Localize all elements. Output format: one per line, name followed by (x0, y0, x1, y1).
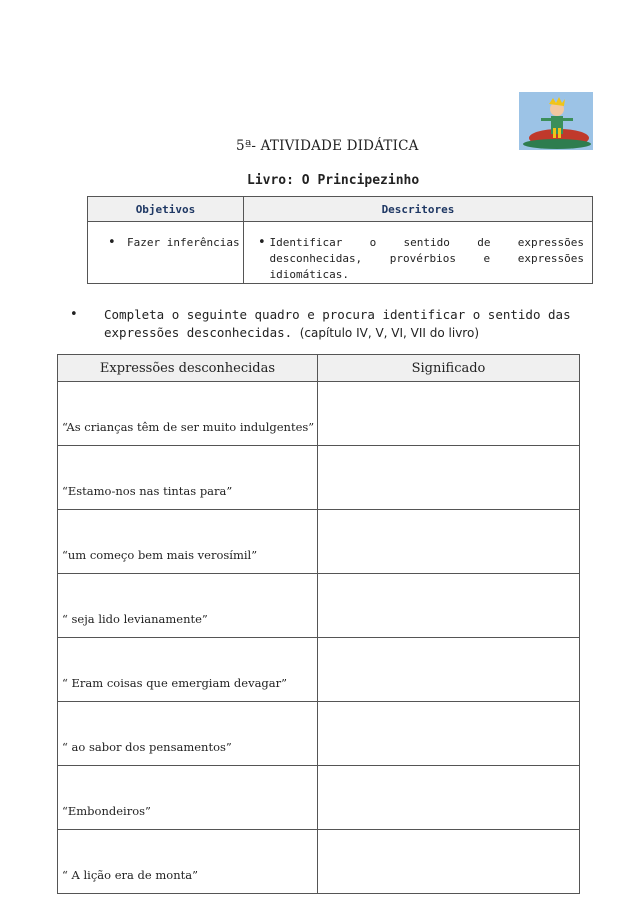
expression-cell: “Estamo-nos nas tintas para” (58, 446, 318, 510)
illustration-leg (558, 128, 561, 138)
instruction-text: Completa o seguinte quadro e procura identificar o sentido das expressões desconhecidas. (104, 307, 571, 340)
goals-table (87, 196, 593, 284)
expression-cell: “Embondeiros” (58, 766, 318, 830)
expression-cell: “ ao sabor dos pensamentos” (58, 702, 318, 766)
table-row (58, 574, 580, 638)
meaning-input-cell[interactable] (318, 446, 580, 510)
objectives-header: Objetivos (88, 197, 244, 222)
little-prince-illustration (519, 92, 593, 150)
book-title: Livro: O Principezinho (247, 173, 420, 188)
expressions-table (57, 354, 580, 894)
descriptors-header: Descritores (244, 197, 593, 222)
illustration-leg (553, 128, 556, 138)
expression-cell: “um começo bem mais verosímil” (58, 510, 318, 574)
meaning-input-cell[interactable] (318, 382, 580, 446)
meaning-input-cell[interactable] (318, 830, 580, 894)
descriptor-text: Identificar o sentido de expressões desconhecidas, provérbios e expressões idiomáticas. (269, 236, 584, 281)
expression-cell: “ seja lido levianamente” (58, 574, 318, 638)
illustration-body (551, 116, 563, 134)
illustration-arm (541, 118, 551, 121)
meaning-input-cell[interactable] (318, 702, 580, 766)
descriptor-cell (244, 222, 593, 284)
objective-text: Fazer inferências (127, 236, 240, 249)
table-row (58, 766, 580, 830)
objective-cell (88, 222, 244, 284)
table-row (58, 638, 580, 702)
meaning-input-cell[interactable] (318, 574, 580, 638)
meaning-input-cell[interactable] (318, 638, 580, 702)
illustration-planet (523, 139, 591, 149)
expression-cell: “ Eram coisas que emergiam devagar” (58, 638, 318, 702)
bullet-icon: • (108, 235, 116, 250)
activity-title: 5ª- ATIVIDADE DIDÁTICA (236, 138, 419, 154)
meaning-header: Significado (318, 355, 580, 382)
expression-cell: “ A lição era de monta” (58, 830, 318, 894)
table-row (58, 702, 580, 766)
expression-cell: “As crianças têm de ser muito indulgentes” (58, 382, 318, 446)
meaning-input-cell[interactable] (318, 766, 580, 830)
table-row (58, 382, 580, 446)
meaning-input-cell[interactable] (318, 510, 580, 574)
table-row (58, 446, 580, 510)
bullet-icon: • (70, 307, 78, 322)
instruction-reference: (capítulo IV, V, VI, VII do livro) (299, 326, 480, 340)
illustration-arm (563, 118, 573, 121)
table-row (58, 510, 580, 574)
expressions-header: Expressões desconhecidas (58, 355, 318, 382)
bullet-icon: • (258, 235, 266, 250)
table-row (58, 830, 580, 894)
